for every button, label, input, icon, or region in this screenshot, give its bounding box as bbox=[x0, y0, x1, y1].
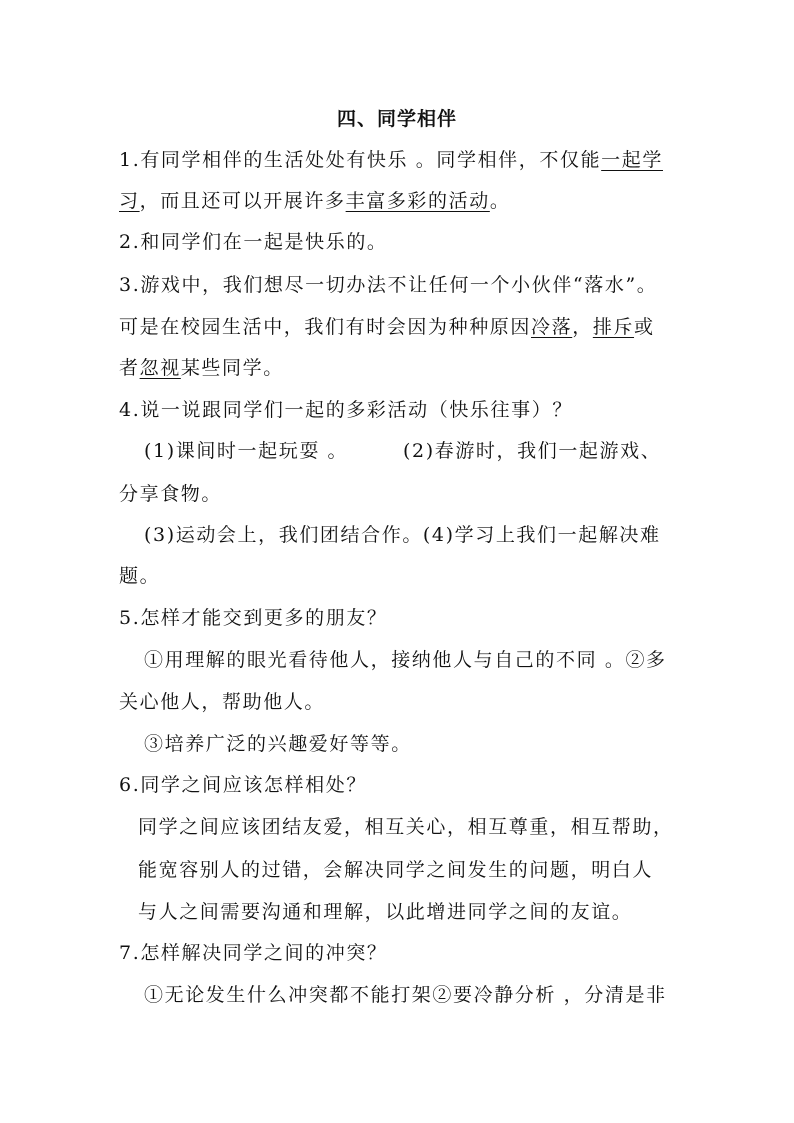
underlined-answer: 忽视 bbox=[139, 357, 181, 379]
item-5-question: 5.怎样才能交到更多的朋友？ bbox=[119, 607, 388, 629]
item-5-answer-2: ③培养广泛的兴趣爱好等等。 bbox=[144, 733, 412, 755]
item-1-text: 。 bbox=[489, 190, 511, 212]
item-3-line-3 bbox=[119, 355, 284, 381]
item-5-answer-1-cont: 关心他人，帮助他人。 bbox=[119, 691, 326, 713]
item-1-text: ，而且还可以开展许多 bbox=[139, 190, 346, 212]
item-4-answer-1: (1)课间时一起玩耍 。 bbox=[144, 440, 349, 462]
underlined-answer: 冷落 bbox=[531, 316, 573, 338]
item-3-text: 或 bbox=[634, 316, 655, 338]
item-4-answer-2: (2)春游时，我们一起游戏、 bbox=[403, 440, 662, 462]
item-5-answer-1: ①用理解的眼光看待他人，接纳他人与自己的不同 。②多 bbox=[144, 649, 667, 671]
item-4-answer-3-cont: 题。 bbox=[119, 565, 161, 587]
item-1-line-2 bbox=[119, 188, 510, 214]
underlined-answer: 丰富多彩的活动 bbox=[345, 190, 490, 212]
underlined-answer: 排斥 bbox=[592, 316, 635, 338]
item-7-question: 7.怎样解决同学之间的冲突？ bbox=[119, 942, 388, 964]
item-6-question: 6.同学之间应该怎样相处？ bbox=[119, 774, 367, 796]
item-6-answer-line-2: 能宽容别人的过错，会解决同学之间发生的问题，明白人 bbox=[138, 859, 654, 881]
item-3-text: 某些同学。 bbox=[180, 357, 284, 379]
item-3-text: ， bbox=[572, 316, 593, 338]
item-3-text: 可是在校园生活中，我们有时会因为种种原因 bbox=[119, 316, 532, 338]
item-4-answer-3: (3)运动会上，我们团结合作。(4)学习上我们一起解决难 bbox=[144, 524, 661, 546]
item-1-text: 1.有同学相伴的生活处处有快乐 。同学相伴，不仅能 bbox=[119, 149, 602, 171]
underlined-answer: 一起学 bbox=[601, 149, 663, 171]
item-3-line-2 bbox=[119, 314, 655, 340]
item-6-answer-line-3: 与人之间需要沟通和理解，以此增进同学之间的友谊。 bbox=[138, 901, 633, 923]
item-4-answer-2-cont: 分享食物。 bbox=[119, 483, 223, 505]
underlined-answer: 习 bbox=[119, 190, 140, 212]
page-title: 四、同学相伴 bbox=[336, 108, 457, 130]
item-4-question: 4.说一说跟同学们一起的多彩活动（快乐往事）？ bbox=[119, 399, 573, 421]
item-3-text: 者 bbox=[119, 357, 140, 379]
item-7-answer-1: ①无论发生什么冲突都不能打架②要冷静分析 ，分清是非 bbox=[144, 984, 667, 1006]
item-2: 2.和同学们在一起是快乐的。 bbox=[119, 231, 388, 253]
item-1-line-1 bbox=[119, 147, 663, 173]
item-3-line-1: 3.游戏中，我们想尽一切办法不让任何一个小伙伴“落水”。 bbox=[119, 274, 658, 296]
item-6-answer-line-1: 同学之间应该团结友爱，相互关心，相互尊重，相互帮助， bbox=[138, 816, 674, 838]
